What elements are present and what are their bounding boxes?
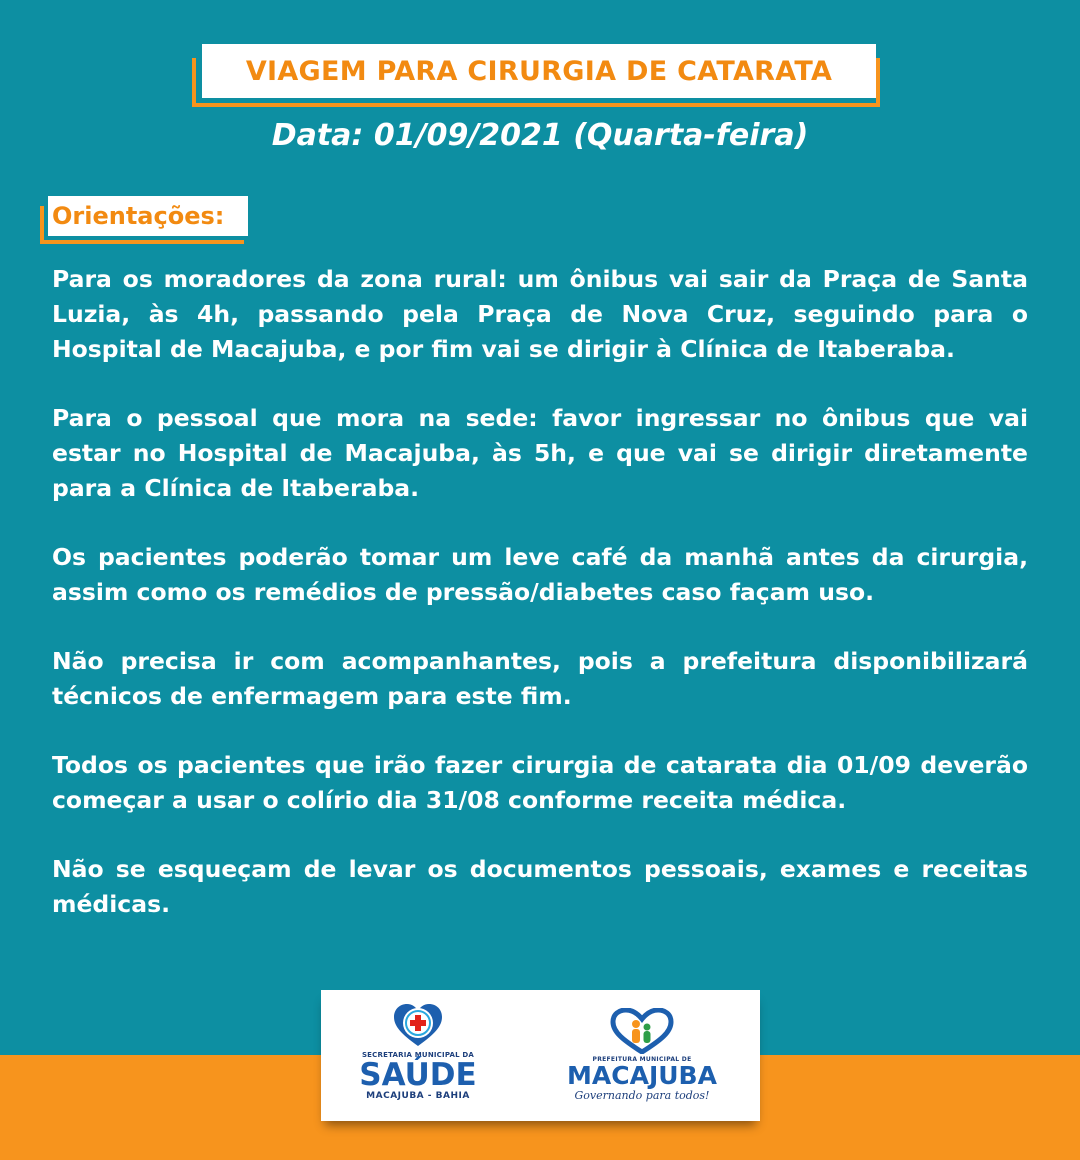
paragraph-eyedrops: Todos os pacientes que irão fazer cirurgia de catarata dia 01/09 deverão começar a usar o colírio dia 31/08 conforme receita médica.: [52, 751, 1028, 814]
event-date: Data: 01/09/2021 (Quarta-feira): [271, 118, 809, 153]
instructions: [52, 262, 1028, 956]
prefeitura-logo-slogan: Governando para todos!: [574, 1089, 710, 1102]
title-banner: [192, 50, 878, 106]
saude-logo-city: MACAJUBA - BAHIA: [366, 1091, 470, 1101]
page-title: VIAGEM PARA CIRURGIA DE CATARATA: [245, 55, 833, 87]
section-heading-banner: [40, 196, 252, 246]
paragraph-companions: Não precisa ir com acompanhantes, pois a prefeitura disponibilizará técnicos de enfermagem para este fim.: [52, 647, 1028, 710]
prefeitura-logo-top: PREFEITURA MUNICIPAL DE: [592, 1056, 692, 1063]
paragraph-rural: Para os moradores da zona rural: um ônibus vai sair da Praça de Santa Luzia, às 4h, passando pela Praça de Nova Cruz, seguindo para o Hospital de Macajuba, e por fim vai se dirigir à Clínica de Itaberaba.: [52, 265, 1028, 363]
paragraph-breakfast: Os pacientes poderão tomar um leve café da manhã antes da cirurgia, assim como os remédios de pressão/diabetes caso façam uso.: [52, 543, 1028, 606]
section-heading: Orientações:: [52, 202, 225, 230]
title-box: [202, 44, 876, 98]
paragraph-sede: Para o pessoal que mora na sede: favor ingressar no ônibus que vai estar no Hospital de Macajuba, às 5h, e que vai se dirigir diretamente para a Clínica de Itaberaba.: [52, 404, 1028, 502]
logo-panel: [321, 990, 760, 1121]
prefeitura-logo: [547, 1008, 737, 1114]
saude-logo: [351, 1002, 485, 1112]
saude-logo-top: SECRETARIA MUNICIPAL DA: [361, 1051, 475, 1059]
family-heart-icon: [607, 1008, 677, 1054]
prefeitura-logo-name: MACAJUBA: [567, 1061, 717, 1090]
health-heart-cross-icon: [391, 1002, 445, 1050]
saude-logo-name: SAÚDE: [359, 1057, 477, 1093]
section-heading-box: [48, 196, 248, 236]
paragraph-documents: Não se esqueçam de levar os documentos pessoais, exames e receitas médicas.: [52, 855, 1028, 918]
